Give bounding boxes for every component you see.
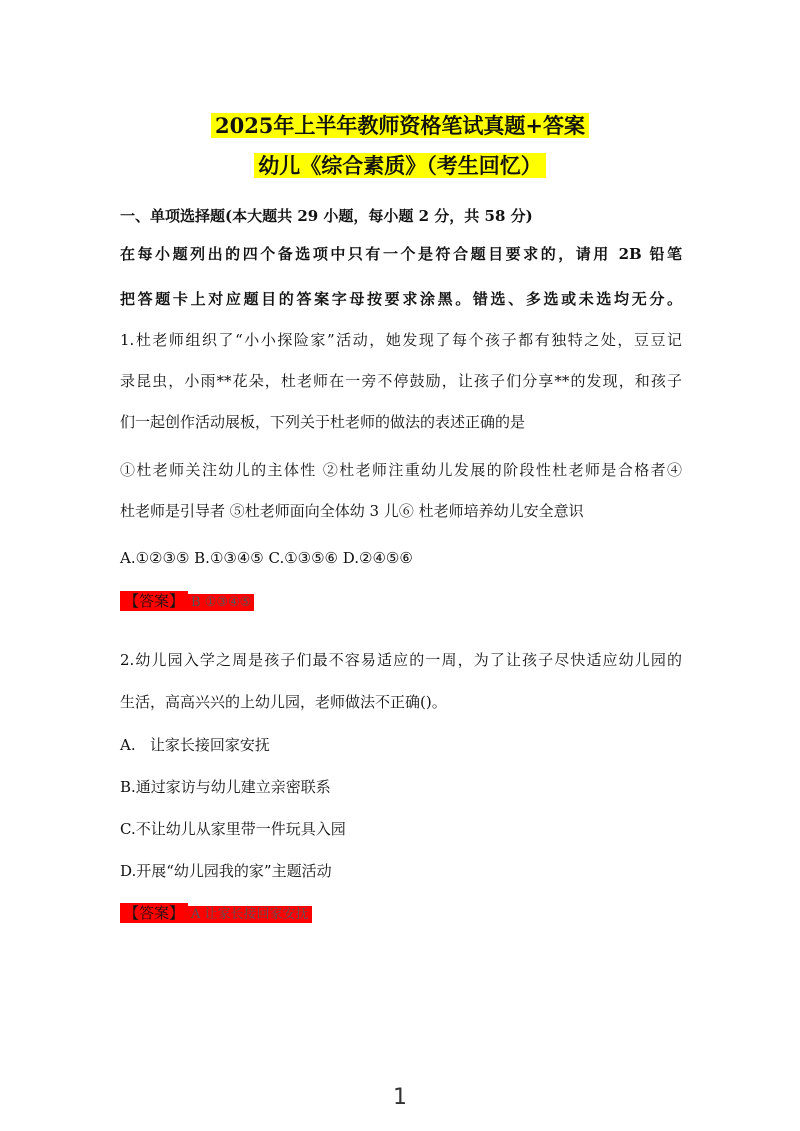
question-2-answer: 【答案】 A 让家长接回家安抚: [120, 903, 682, 925]
instruction-line: 把答题卡上对应题目的答案字母按要求涂黑。错选、多选或未选均无分。: [120, 290, 682, 308]
question-1-statement: ①杜老师关注幼儿的主体性 ②杜老师注重幼儿发展的阶段性杜老师是合格者④: [120, 461, 682, 479]
question-2-stem: 2.幼儿园入学之周是孩子们最不容易适应的一周，为了让孩子尽快适应幼儿园的: [120, 651, 682, 669]
section-heading: 一、单项选择题(本大题共 29 小题，每小题 2 分，共 58 分): [120, 207, 533, 225]
question-2-option: B.通过家访与幼儿建立亲密联系: [120, 778, 331, 796]
question-1-options: A.①②③⑤ B.①③④⑤ C.①③⑤⑥ D.②④⑤⑥: [120, 549, 413, 567]
question-1-statement: 杜老师是引导者 ⑤杜老师面向全体幼 3 儿⑥ 杜老师培养幼儿安全意识: [120, 502, 584, 520]
page-number: 1: [393, 1085, 407, 1110]
question-2-stem: 生活，高高兴兴的上幼儿园，老师做法不正确()。: [120, 693, 447, 711]
question-2-option: A. 让家长接回家安抚: [120, 736, 270, 754]
doc-title: 2025年上半年教师资格笔试真题+答案: [0, 111, 800, 141]
question-1-stem: 1.杜老师组织了“小小探险家”活动，她发现了每个孩子都有独特之处，豆豆记: [120, 331, 682, 349]
question-1-stem: 们一起创作活动展板，下列关于杜老师的做法的表述正确的是: [120, 413, 526, 431]
question-1-stem: 录昆虫，小雨**花朵，杜老师在一旁不停鼓励，让孩子们分享**的发现，和孩子: [120, 372, 682, 390]
question-2-option: D.开展“幼儿园我的家”主题活动: [120, 862, 332, 880]
question-1-answer: 【答案】 B ①③④⑤: [120, 591, 682, 613]
doc-subtitle: 幼儿《综合素质》（考生回忆）: [0, 151, 800, 181]
instruction-line: 在每小题列出的四个备选项中只有一个是符合题目要求的，请用 2B 铅笔: [120, 245, 682, 263]
question-2-option: C.不让幼儿从家里带一件玩具入园: [120, 820, 346, 838]
